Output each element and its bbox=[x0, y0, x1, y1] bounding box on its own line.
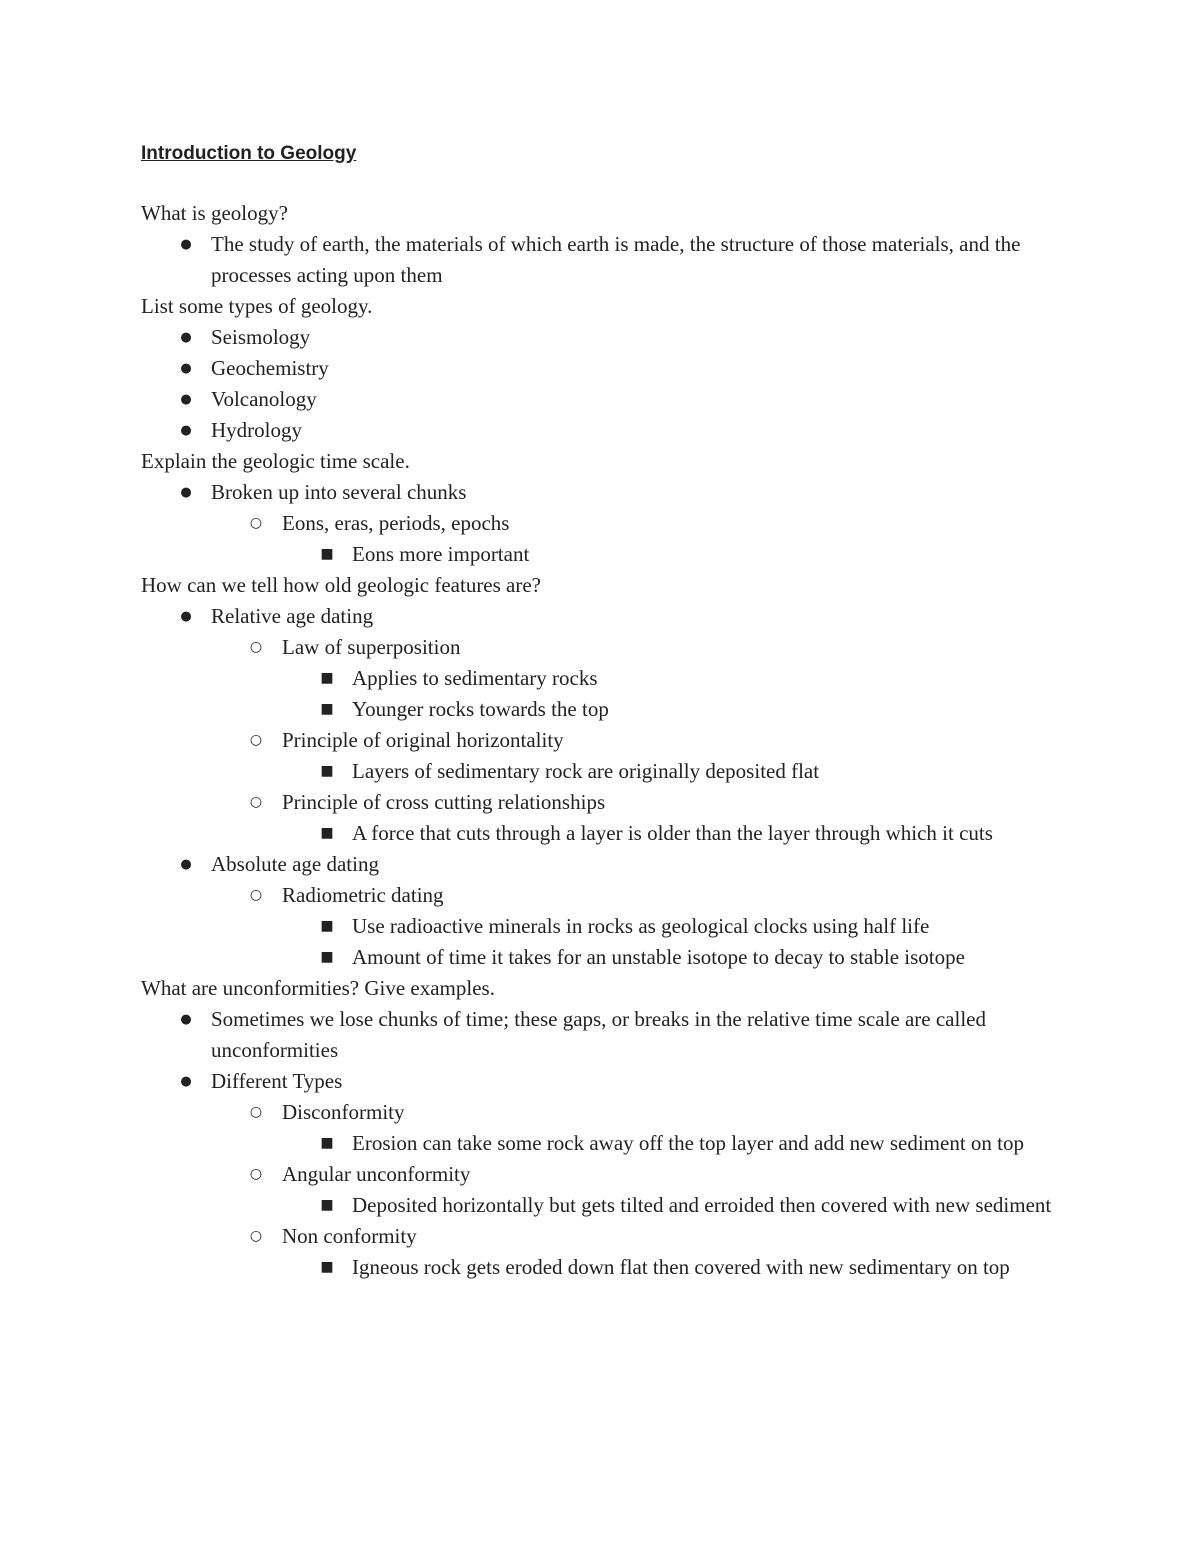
list-item-text: Erosion can take some rock away off the top layer and add new sediment on top bbox=[352, 1131, 1024, 1155]
list-item bbox=[141, 818, 1061, 849]
bullet-icon: ○ bbox=[249, 639, 263, 655]
list-item bbox=[141, 539, 1061, 570]
bullet-list-level-2 bbox=[141, 880, 1061, 973]
list-item-text: Eons more important bbox=[352, 542, 530, 566]
bullet-list-level-3 bbox=[141, 756, 1061, 787]
bullet-icon: ● bbox=[180, 857, 192, 872]
list-item-text: Igneous rock gets eroded down flat then covered with new sedimentary on top bbox=[352, 1255, 1010, 1279]
list-item bbox=[141, 1190, 1061, 1221]
list-item-text: Different Types bbox=[211, 1069, 343, 1093]
list-item bbox=[141, 322, 1061, 353]
list-item-text: Broken up into several chunks bbox=[211, 480, 467, 504]
bullet-icon: ○ bbox=[249, 794, 263, 810]
list-item-text: Applies to sedimentary rocks bbox=[352, 666, 598, 690]
bullet-icon: ● bbox=[180, 423, 192, 438]
list-item-text: Layers of sedimentary rock are originally deposited flat bbox=[352, 759, 820, 783]
list-item bbox=[141, 384, 1061, 415]
bullet-icon: ○ bbox=[249, 1228, 263, 1244]
list-item-text: Principle of cross cutting relationships bbox=[282, 790, 606, 814]
bullet-icon: ● bbox=[180, 392, 192, 407]
list-item bbox=[141, 415, 1061, 446]
bullet-list-level-3 bbox=[141, 539, 1061, 570]
list-item bbox=[141, 632, 1061, 663]
list-item-text: Eons, eras, periods, epochs bbox=[282, 511, 510, 535]
list-item bbox=[141, 942, 1061, 973]
bullet-icon: ● bbox=[180, 361, 192, 376]
list-item bbox=[141, 601, 1061, 632]
bullet-icon: ○ bbox=[249, 887, 263, 903]
list-item-text: Geochemistry bbox=[211, 356, 329, 380]
bullet-icon: ● bbox=[180, 485, 192, 500]
list-item bbox=[141, 1066, 1061, 1097]
bullet-list-level-1 bbox=[141, 322, 1061, 446]
bullet-icon: ● bbox=[180, 1074, 192, 1089]
list-item-text: Volcanology bbox=[211, 387, 317, 411]
document-body bbox=[141, 198, 1061, 1283]
section-question: What is geology? bbox=[141, 201, 288, 225]
list-item-text: Relative age dating bbox=[211, 604, 374, 628]
bullet-icon: ○ bbox=[249, 732, 263, 748]
bullet-icon: ● bbox=[180, 330, 192, 345]
list-item bbox=[141, 756, 1061, 787]
list-item-text: Angular unconformity bbox=[282, 1162, 471, 1186]
list-item bbox=[141, 663, 1061, 694]
bullet-icon: ■ bbox=[320, 1197, 334, 1213]
list-item-text: Radiometric dating bbox=[282, 883, 444, 907]
list-item-text: Sometimes we lose chunks of time; these gaps, or breaks in the relative time scale are called unconformities bbox=[211, 1007, 986, 1062]
list-item-text: Non conformity bbox=[282, 1224, 417, 1248]
bullet-icon: ■ bbox=[320, 670, 334, 686]
section-question: How can we tell how old geologic features are? bbox=[141, 573, 542, 597]
bullet-icon: ■ bbox=[320, 546, 334, 562]
list-item bbox=[141, 477, 1061, 508]
bullet-list-level-3 bbox=[141, 1252, 1061, 1283]
list-item-text: Use radioactive minerals in rocks as geological clocks using half life bbox=[352, 914, 930, 938]
bullet-icon: ■ bbox=[320, 1135, 334, 1151]
list-item bbox=[141, 1159, 1061, 1190]
list-item-text: Seismology bbox=[211, 325, 311, 349]
list-item-text: Hydrology bbox=[211, 418, 302, 442]
list-item bbox=[141, 1097, 1061, 1128]
bullet-list-level-3 bbox=[141, 1190, 1061, 1221]
list-item bbox=[141, 880, 1061, 911]
list-item bbox=[141, 1252, 1061, 1283]
section-question: Explain the geologic time scale. bbox=[141, 449, 410, 473]
bullet-list-level-3 bbox=[141, 911, 1061, 973]
bullet-icon: ○ bbox=[249, 515, 263, 531]
list-item-text: Absolute age dating bbox=[211, 852, 379, 876]
list-item bbox=[141, 849, 1061, 880]
list-item-text: Younger rocks towards the top bbox=[352, 697, 609, 721]
bullet-icon: ■ bbox=[320, 825, 334, 841]
bullet-icon: ■ bbox=[320, 1259, 334, 1275]
bullet-list-level-3 bbox=[141, 818, 1061, 849]
bullet-icon: ● bbox=[180, 1012, 192, 1027]
list-item bbox=[141, 229, 1061, 291]
list-item-text: A force that cuts through a layer is older than the layer through which it cuts bbox=[352, 821, 993, 845]
list-item-text: Disconformity bbox=[282, 1100, 405, 1124]
bullet-list-level-1 bbox=[141, 229, 1061, 291]
bullet-list-level-1 bbox=[141, 1004, 1061, 1283]
list-item bbox=[141, 353, 1061, 384]
list-item bbox=[141, 1004, 1061, 1066]
bullet-list-level-1 bbox=[141, 477, 1061, 570]
section-question: List some types of geology. bbox=[141, 294, 373, 318]
bullet-list-level-2 bbox=[141, 1097, 1061, 1283]
section-question: What are unconformities? Give examples. bbox=[141, 976, 495, 1000]
bullet-icon: ■ bbox=[320, 918, 334, 934]
bullet-icon: ○ bbox=[249, 1166, 263, 1182]
list-item-text: Principle of original horizontality bbox=[282, 728, 564, 752]
bullet-icon: ● bbox=[180, 237, 192, 252]
bullet-list-level-2 bbox=[141, 508, 1061, 570]
bullet-list-level-3 bbox=[141, 663, 1061, 725]
list-item-text: Law of superposition bbox=[282, 635, 461, 659]
list-item bbox=[141, 787, 1061, 818]
list-item-text: Amount of time it takes for an unstable isotope to decay to stable isotope bbox=[352, 945, 965, 969]
bullet-icon: ○ bbox=[249, 1104, 263, 1120]
page-title: Introduction to Geology bbox=[141, 143, 357, 164]
list-item-text: Deposited horizontally but gets tilted and erroided then covered with new sediment bbox=[352, 1193, 1052, 1217]
list-item bbox=[141, 1128, 1061, 1159]
bullet-icon: ■ bbox=[320, 949, 334, 965]
bullet-icon: ■ bbox=[320, 763, 334, 779]
bullet-list-level-3 bbox=[141, 1128, 1061, 1159]
bullet-icon: ● bbox=[180, 609, 192, 624]
list-item bbox=[141, 508, 1061, 539]
list-item bbox=[141, 694, 1061, 725]
list-item-text: The study of earth, the materials of which earth is made, the structure of those materials, and the processes acting upon them bbox=[211, 232, 1021, 287]
bullet-list-level-1 bbox=[141, 601, 1061, 973]
list-item bbox=[141, 725, 1061, 756]
bullet-list-level-2 bbox=[141, 632, 1061, 849]
list-item bbox=[141, 1221, 1061, 1252]
bullet-icon: ■ bbox=[320, 701, 334, 717]
list-item bbox=[141, 911, 1061, 942]
